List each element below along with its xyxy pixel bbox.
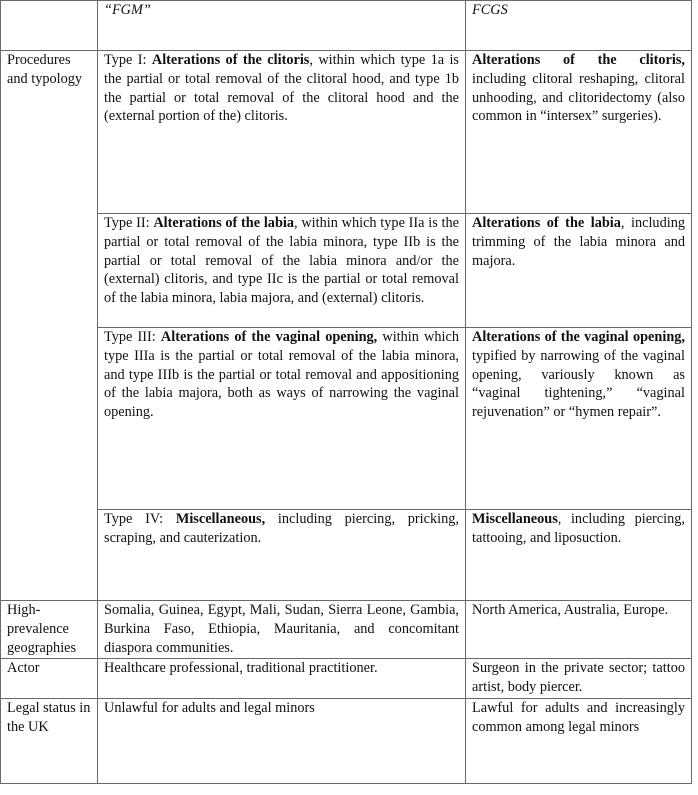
fgm-type-4 — [98, 510, 466, 601]
fgm-type-2 — [98, 214, 466, 328]
fgm-type-3-rest: within which type IIIa is the partial or total removal of the labia minora, and type IIIb is the partial or total removal and appositioning of the labia majora, both as ways of narrowing the vaginal opening. — [104, 329, 459, 421]
fcgs-type-4-bold: Miscellaneous — [472, 511, 558, 527]
geo-fcgs: North America, Australia, Europe. — [466, 601, 692, 659]
type-row-4 — [1, 510, 692, 601]
fgm-type-4-bold: Miscellaneous, — [175, 511, 266, 527]
fgm-type-4-rest: including piercing, pricking, scraping, and cauterization. — [104, 511, 459, 546]
geo-row — [1, 601, 692, 659]
type-row-3 — [1, 328, 692, 510]
fcgs-type-1 — [466, 51, 692, 214]
fcgs-type-4 — [466, 510, 692, 601]
fgm-type-2-prefix: Type II: — [104, 215, 154, 231]
legal-row — [1, 699, 692, 784]
fgm-type-1-bold: Alterations of the clitoris — [151, 52, 310, 68]
header-fgm: “FGM” — [98, 1, 466, 51]
legal-label: Legal status in the UK — [1, 699, 98, 784]
fcgs-type-3-rest: typified by narrowing of the vaginal opening, variously known as “vaginal tightening,” “vaginal rejuvenation” or “hymen repair”. — [472, 347, 685, 421]
fgm-type-1 — [98, 51, 466, 214]
fcgs-type-1-bold: Alterations of the clitoris, — [472, 52, 685, 68]
legal-fcgs: Lawful for adults and increasingly common among legal minors — [466, 699, 692, 784]
fgm-type-1-prefix: Type I: — [104, 52, 152, 68]
fgm-type-4-prefix: Type IV: — [104, 511, 176, 527]
actor-fgm: Healthcare professional, traditional practitioner. — [98, 659, 466, 699]
legal-fgm: Unlawful for adults and legal minors — [98, 699, 466, 784]
fcgs-type-4-rest: , including piercing, tattooing, and liposuction. — [472, 511, 685, 546]
header-corner-cell — [1, 1, 98, 51]
fcgs-type-2-bold: Alterations of the labia — [472, 215, 621, 231]
fcgs-type-1-rest: including clitoral reshaping, clitoral unhooding, and clitoridectomy (also common in “intersex” surgeries). — [472, 70, 685, 125]
header-row — [1, 1, 692, 51]
fgm-type-3 — [98, 328, 466, 510]
actor-fcgs: Surgeon in the private sector; tattoo artist, body piercer. — [466, 659, 692, 699]
fgm-type-3-prefix: Type III: — [104, 329, 161, 345]
fcgs-type-3 — [466, 328, 692, 510]
fgm-type-1-rest: , within which type 1a is the partial or total removal of the clitoral hood, and type 1b the partial or total removal of the clitoral hood and the (external portion of the) clitoris. — [104, 52, 459, 125]
fcgs-type-2 — [466, 214, 692, 328]
actor-label: Actor — [1, 659, 98, 699]
fgm-type-2-bold: Alterations of the labia — [153, 215, 295, 231]
geo-label: High-prevalence geographies — [1, 601, 98, 659]
actor-row — [1, 659, 692, 699]
fgm-type-2-rest: , within which type IIa is the partial or total removal of the labia minora, type IIb is the partial or total removal of the labia minora and/or the (external) clitoris, and type IIc is the partial or total removal of the labia minora, labia majora, and (external) clitoris. — [104, 215, 459, 307]
procedures-label: Procedures and typology — [1, 51, 98, 601]
type-row-2 — [1, 214, 692, 328]
fcgs-type-2-rest: , including trimming of the labia minora and majora. — [472, 215, 685, 269]
type-row-1 — [1, 51, 692, 214]
header-fcgs: FCGS — [466, 1, 692, 51]
fcgs-type-3-bold: Alterations of the vaginal opening, — [472, 329, 685, 345]
fgm-type-3-bold: Alterations of the vaginal opening, — [160, 329, 378, 345]
geo-fgm: Somalia, Guinea, Egypt, Mali, Sudan, Sierra Leone, Gambia, Burkina Faso, Ethiopia, Mauritania, and concomitant diaspora communities. — [98, 601, 466, 659]
